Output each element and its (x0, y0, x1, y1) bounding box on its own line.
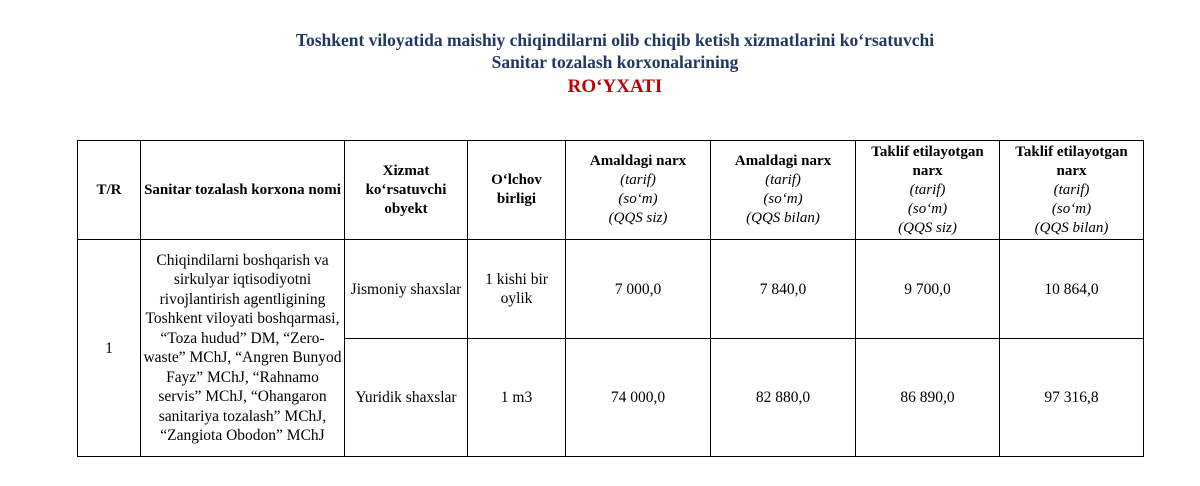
header-current-price-with-vat (711, 141, 856, 240)
proposed-price-without-vat-cell: 86 890,0 (856, 339, 1000, 457)
header-sub: (QQS siz) (608, 210, 668, 226)
proposed-price-without-vat-cell: 9 700,0 (856, 240, 1000, 339)
current-price-without-vat-cell: 7 000,0 (566, 240, 711, 339)
service-object-cell: Jismoniy shaxslar (345, 240, 468, 339)
proposed-price-with-vat-cell: 10 864,0 (1000, 240, 1144, 339)
header-sub: (tarif) (1053, 181, 1090, 198)
header-sub: (so‘m) (1051, 200, 1092, 217)
current-price-with-vat-cell: 82 880,0 (711, 339, 856, 457)
document-title-line1: Toshkent viloyatida maishiy chiqindilarni olib chiqib ketish xizmatlarini ko‘rsatuvchi (295, 30, 935, 50)
header-sub: (tarif) (620, 172, 656, 188)
row-number: 1 (78, 240, 141, 457)
header-company-name: Sanitar tozalash korxona nomi (141, 141, 345, 240)
proposed-price-with-vat-cell: 97 316,8 (1000, 339, 1144, 457)
header-sub: (tarif) (909, 181, 946, 198)
unit-cell: 1 m3 (468, 339, 566, 457)
header-title: Taklif etilayotgan narx (871, 143, 984, 179)
header-sub: (tarif) (765, 172, 801, 188)
company-name-cell: Chiqindilarni boshqarish va sirkulyar iqtisodiyotni rivojlantirish agentligining Toshkent viloyati boshqarmasi, “Toza hudud” DM, “Zero-waste” MChJ, “Angren Bunyod Fayz” MChJ, “Rahnamo servis” MChJ, “Ohangaron sanitariya tozalash” MChJ, “Zangiota Obodon” MChJ (141, 240, 345, 457)
header-current-price-without-vat (566, 141, 711, 240)
header-unit: O‘lchov birligi (468, 141, 566, 240)
header-sub: (so‘m) (763, 191, 803, 207)
header-tr: T/R (78, 141, 141, 240)
header-title: Amaldagi narx (734, 153, 832, 169)
header-title: Taklif etilayotgan narx (1015, 143, 1128, 179)
header-title: Amaldagi narx (589, 153, 687, 169)
document-title-line3: RO‘YXATI (567, 76, 663, 97)
current-price-with-vat-cell: 7 840,0 (711, 240, 856, 339)
header-service-object: Xizmat ko‘rsatuvchi obyekt (345, 141, 468, 240)
table-header-row (78, 141, 1144, 240)
header-proposed-price-with-vat (1000, 141, 1144, 240)
header-sub: (so‘m) (907, 200, 948, 217)
header-sub: (QQS bilan) (746, 210, 820, 226)
current-price-without-vat-cell: 74 000,0 (566, 339, 711, 457)
document-title-line2: Sanitar tozalash korxonalarining (491, 52, 739, 72)
service-object-cell: Yuridik shaxslar (345, 339, 468, 457)
header-sub: (QQS siz) (898, 219, 957, 236)
unit-cell: 1 kishi bir oylik (468, 240, 566, 339)
header-sub: (QQS bilan) (1034, 219, 1109, 236)
tariff-table (77, 140, 1144, 457)
header-sub: (so‘m) (618, 191, 658, 207)
table-row (78, 240, 1144, 339)
header-proposed-price-without-vat (856, 141, 1000, 240)
